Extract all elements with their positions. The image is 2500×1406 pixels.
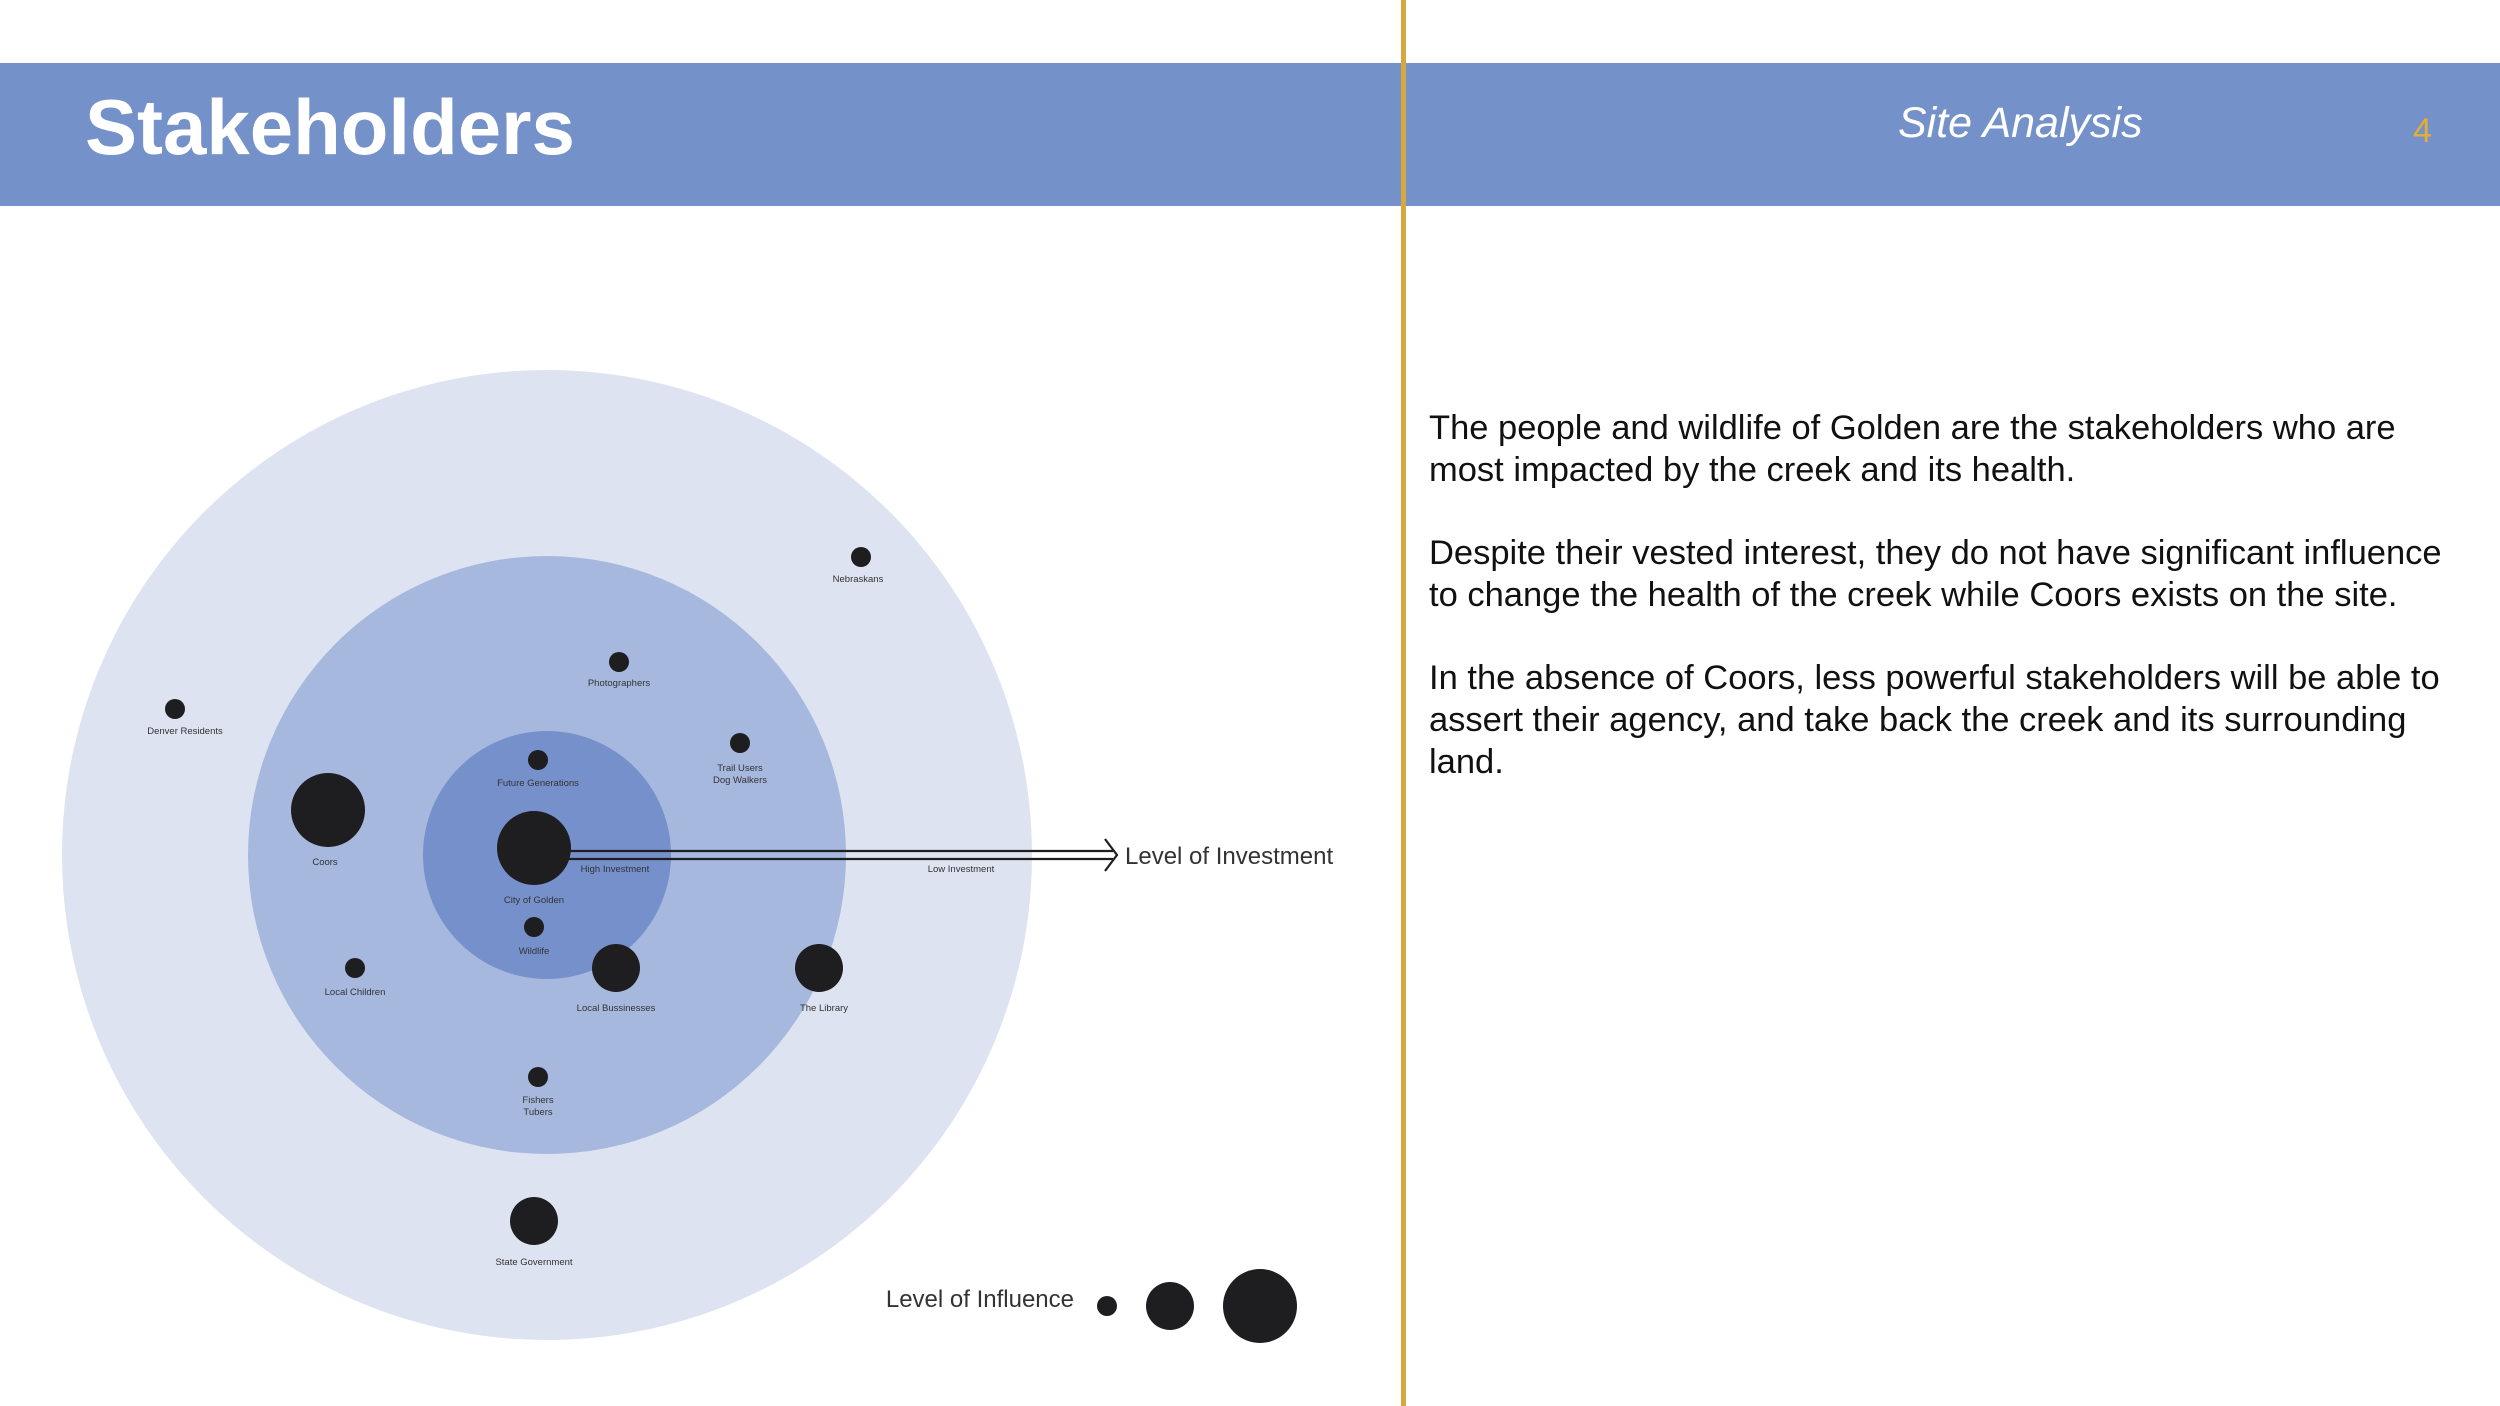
paragraph-1: The people and wildlife of Golden are the stakeholders who are most impacted by the creek and its health. xyxy=(1429,409,2396,489)
high-investment-label: High Investment xyxy=(580,864,650,875)
future-generations-label-line: Future Generations xyxy=(497,778,579,789)
local-businesses-label xyxy=(577,1003,656,1014)
trail-users-label-line: Trail Users xyxy=(717,763,763,774)
fishers-tubers-label xyxy=(522,1095,553,1118)
wildlife-label xyxy=(519,946,550,957)
fishers-tubers-dot xyxy=(528,1067,548,1087)
photographers-label xyxy=(588,678,651,689)
local-children-dot xyxy=(345,958,365,978)
paragraph-3: In the absence of Coors, less powerful stakeholders will be able to assert their agency, and take back the creek and its surrounding land. xyxy=(1429,659,2440,781)
influence-legend-label: Level of Influence xyxy=(885,1286,1074,1313)
low-investment-label: Low Investment xyxy=(927,864,995,875)
the-library-label-line: The Library xyxy=(799,1003,849,1014)
page-title: Stakeholders xyxy=(85,83,575,171)
trail-users-label xyxy=(713,763,767,786)
nebraskans-label xyxy=(833,574,884,585)
coors-label xyxy=(312,857,338,868)
local-businesses-label-line: Local Bussinesses xyxy=(576,1003,656,1014)
city-of-golden-label xyxy=(504,895,564,906)
the-library-dot xyxy=(795,944,843,992)
coors-label-line: Coors xyxy=(312,857,338,868)
photographers-label-line: Photographers xyxy=(587,678,651,689)
body-text xyxy=(1429,407,2469,824)
local-businesses-dot xyxy=(592,944,640,992)
wildlife-label-line: Wildlife xyxy=(518,946,550,957)
influence-legend xyxy=(886,1269,1297,1343)
nebraskans-label-line: Nebraskans xyxy=(832,574,884,585)
state-government-dot xyxy=(510,1197,558,1245)
photographers-dot xyxy=(609,652,629,672)
fishers-tubers-label-line: Tubers xyxy=(523,1107,553,1118)
local-children-label xyxy=(325,987,386,998)
nebraskans-dot xyxy=(851,547,871,567)
investment-axis-label: Level of Investment xyxy=(1125,843,1334,870)
coors-dot xyxy=(291,773,365,847)
future-generations-label xyxy=(497,778,579,789)
legend-medium-dot xyxy=(1146,1282,1194,1330)
local-children-label-line: Local Children xyxy=(324,987,386,998)
denver-residents-dot xyxy=(165,699,185,719)
state-government-label-line: State Government xyxy=(495,1257,573,1268)
state-government-label xyxy=(495,1257,572,1268)
denver-residents-label xyxy=(147,726,223,737)
the-library-label xyxy=(800,1003,848,1014)
page-number: 4 xyxy=(2413,112,2432,150)
city-of-golden-dot xyxy=(497,811,571,885)
future-generations-dot xyxy=(528,750,548,770)
denver-residents-label-line: Denver Residents xyxy=(147,726,223,737)
section-title: Site Analysis xyxy=(1898,99,2143,147)
divider-line xyxy=(1401,0,1406,1406)
legend-low-dot xyxy=(1097,1296,1117,1316)
legend-high-dot xyxy=(1223,1269,1297,1343)
trail-users-dot xyxy=(730,733,750,753)
fishers-tubers-label-line: Fishers xyxy=(522,1095,554,1106)
wildlife-dot xyxy=(524,917,544,937)
city-of-golden-label-line: City of Golden xyxy=(503,895,565,906)
trail-users-label-line: Dog Walkers xyxy=(712,775,768,786)
paragraph-2: Despite their vested interest, they do not have significant influence to change the health of the creek while Coors exists on the site. xyxy=(1429,534,2442,614)
